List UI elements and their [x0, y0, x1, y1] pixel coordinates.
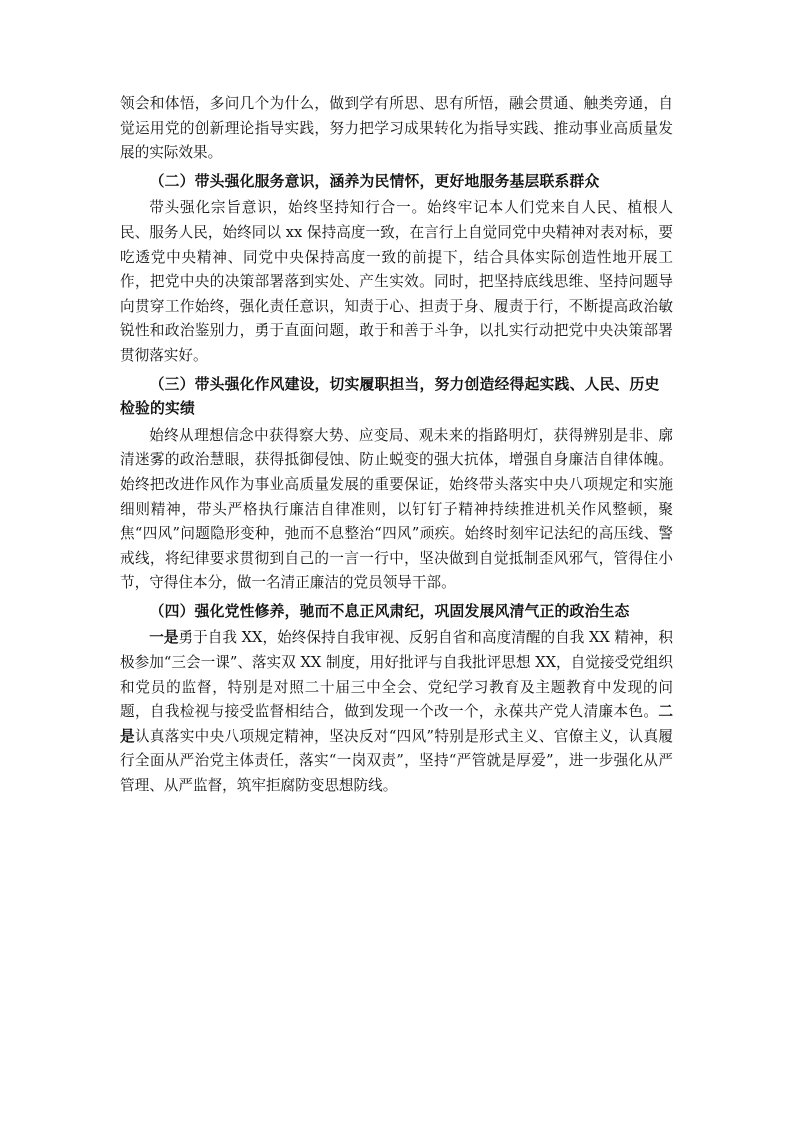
- paragraph-section-4: [120, 626, 673, 798]
- paragraph-section-3: 始终从理想信念中获得察大势、应变局、观未来的指路明灯，获得辨别是非、廓清迷雾的政治慧眼，获得抵御侵蚀、防止蜕变的强大抗体，增强自身廉洁自律体魄。始终把改进作风作为事业高质量发展的重要保证，始终带头落实中央八项规定和实施细则精神，带头严格执行廉洁自律准则，以钉钉子精神持续推进机关作风整顿，聚焦“四风”问题隐形变种，弛而不息整治“四风”顽疾。始终时刻牢记法纪的高压线、警戒线，将纪律要求贯彻到自己的一言一行中，坚决做到自觉抵制歪风邪气，管得住小节，守得住本分，做一名清正廉洁的党员领导干部。: [120, 426, 673, 592]
- paragraph-section-2: 带头强化宗旨意识，始终坚持知行合一。始终牢记本人们党来自人民、植根人民、服务人民，始终同以 xx 保持高度一致，在言行上自觉同党中央精神对表对标，要吃透党中央精神、同党中央保持高度一致的前提下，结合具体实际创造性地开展工作，把党中央的决策部署落到实处、产生实效。同时，把坚持底线思维、坚持问题导向贯穿工作始终，强化责任意识，知责于心、担责于身、履责于行，不断提高政治敏锐性和政治鉴别力，勇于直面问题，敢于和善于斗争，以扎实行动把党中央决策部署贯彻落实好。: [120, 199, 673, 364]
- heading-section-3: （三）带头强化作风建设，切实履职担当，努力创造经得起实践、人民、历史检验的实绩: [120, 375, 660, 418]
- paragraph-intro: 领会和体悟，多问几个为什么，做到学有所思、思有所悟，融会贯通、触类旁通，自觉运用党的创新理论指导实践，努力把学习成果转化为指导实践、推动事业高质量发展的实际效果。: [120, 95, 673, 162]
- heading-section-4: （四）强化党性修养，驰而不息正风肃纪，巩固发展风清气正的政治生态: [149, 602, 630, 620]
- document-page: [120, 92, 673, 799]
- heading-section-2: （二）带头强化服务意识，涵养为民情怀，更好地服务基层联系群众: [149, 172, 600, 190]
- lead-marker-1: 一是: [149, 629, 179, 647]
- paragraph-section-4-part-2: 认真落实中央八项规定精神，坚决反对“四风”特别是形式主义、官僚主义，认真履行全面从严治党主体责任，落实“一岗双责”，坚持“严管就是厚爱”，进一步强化从严管理、从严监督，筑牢拒腐防变思想防线。: [120, 727, 673, 795]
- paragraph-section-4-part-1: 勇于自我 XX，始终保持自我审视、反躬自省和高度清醒的自我 XX 精神，积极参加“三会一课”、落实双 XX 制度，用好批评与自我批评思想 XX，自觉接受党组织和党员的监督，特别是对照二十届三中全会、党纪学习教育及主题教育中发现的问题，自我检视与接受监督相结合，做到发现一个改一个，永葆共产党人清廉本色。: [120, 629, 673, 721]
- lead-marker-2: 二是: [120, 703, 673, 745]
